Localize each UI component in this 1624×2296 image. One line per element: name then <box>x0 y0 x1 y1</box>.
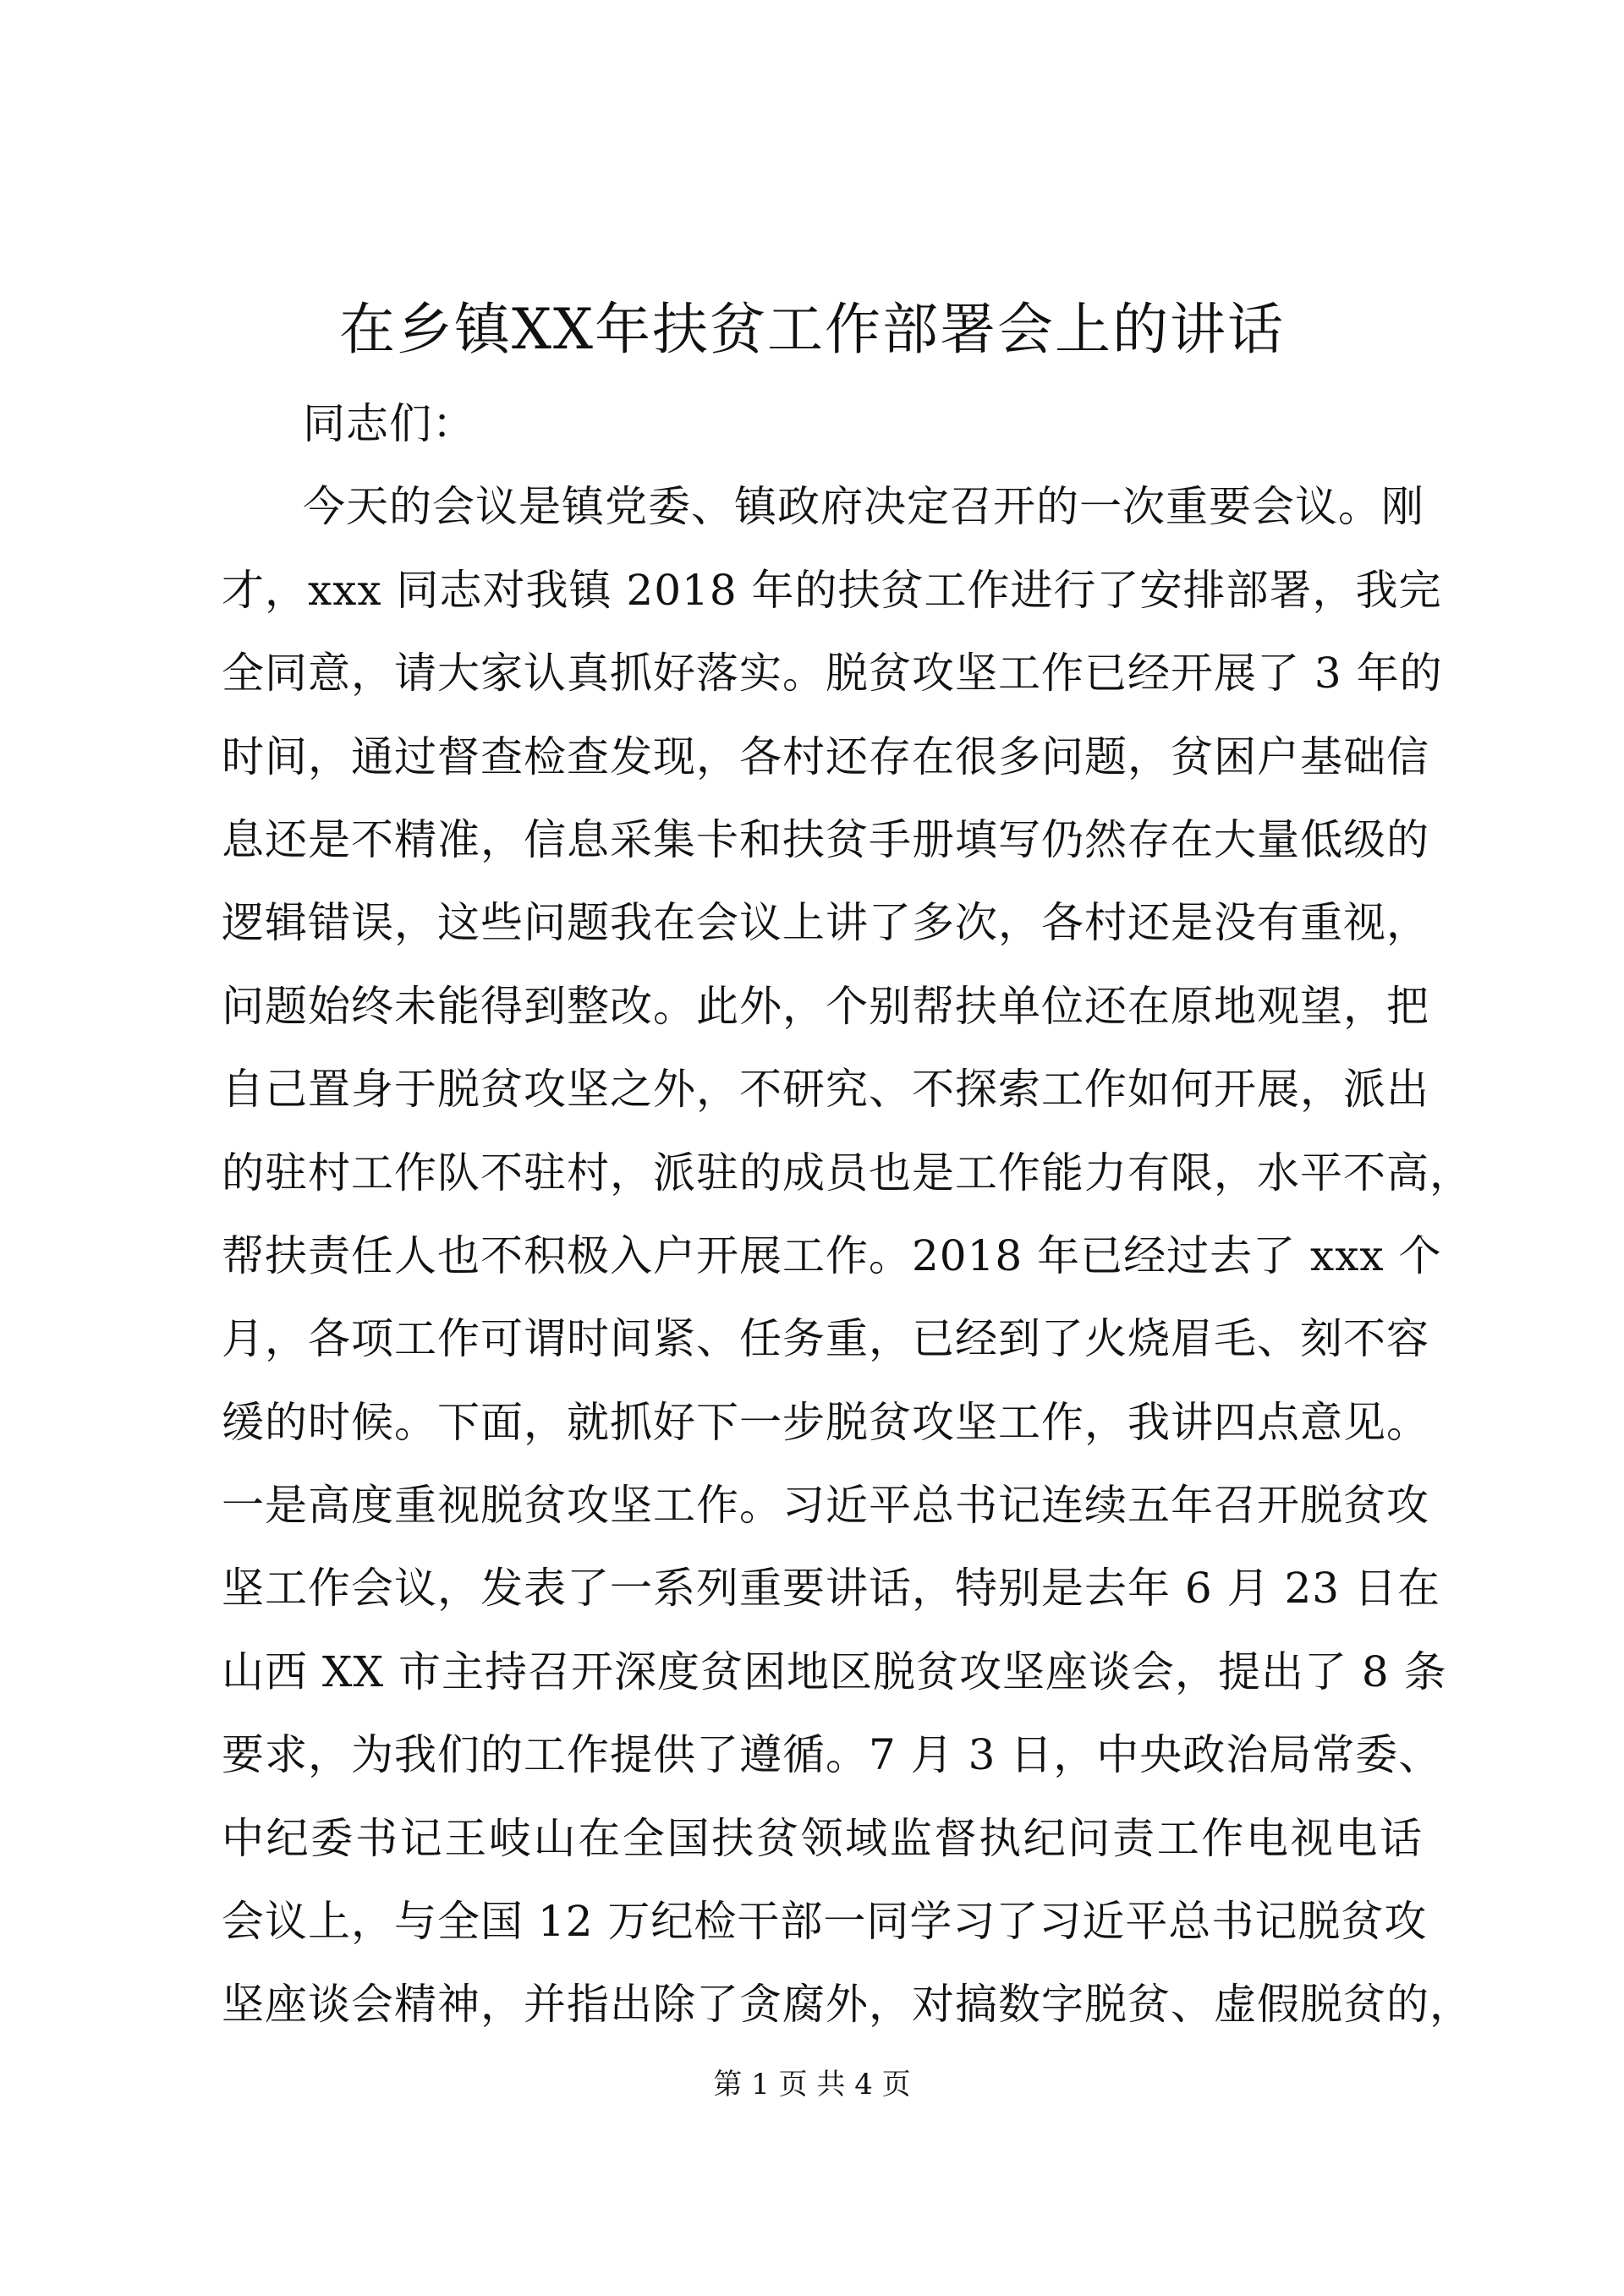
body-line: 月，各项工作可谓时间紧、任务重，已经到了火烧眉毛、刻不容 <box>222 1314 1429 1364</box>
document-body <box>222 382 1473 2047</box>
body-line: 缓的时候。下面，就抓好下一步脱贫攻坚工作，我讲四点意见。 <box>222 1397 1429 1447</box>
body-line: 的驻村工作队不驻村，派驻的成员也是工作能力有限，水平不高， <box>222 1148 1473 1197</box>
body-line: 今天的会议是镇党委、镇政府决定召开的一次重要会议。刚 <box>303 482 1424 532</box>
body-line: 才，xxx 同志对我镇 2018 年的扶贫工作进行了安排部署，我完 <box>222 565 1442 615</box>
salutation-line: 同志们： <box>303 399 475 448</box>
body-line: 全同意，请大家认真抓好落实。脱贫攻坚工作已经开展了 3 年的 <box>222 649 1443 699</box>
body-line: 一是高度重视脱贫攻坚工作。习近平总书记连续五年召开脱贫攻 <box>222 1481 1429 1531</box>
body-line: 会议上，与全国 12 万纪检干部一同学习了习近平总书记脱贫攻 <box>222 1897 1428 1947</box>
body-line: 坚座谈会精神，并指出除了贪腐外，对搞数字脱贫、虚假脱贫的， <box>222 1980 1473 2030</box>
body-line: 息还是不精准，信息采集卡和扶贫手册填写仍然存在大量低级的 <box>222 814 1429 864</box>
body-line: 坚工作会议，发表了一系列重要讲话，特别是去年 6 月 23 日在 <box>222 1564 1441 1614</box>
body-line: 山西 XX 市主持召开深度贫困地区脱贫攻坚座谈会，提出了 8 条 <box>222 1647 1447 1696</box>
body-line: 帮扶责任人也不积极入户开展工作。2018 年已经过去了 xxx 个 <box>222 1230 1442 1280</box>
body-line: 中纪委书记王岐山在全国扶贫领域监督执纪问责工作电视电话 <box>222 1813 1423 1863</box>
body-line: 自己置身于脱贫攻坚之外，不研究、不探索工作如何开展，派出 <box>222 1065 1429 1115</box>
document-title: 在乡镇XX年扶贫工作部署会上的讲话 <box>339 297 1285 362</box>
body-line: 问题始终未能得到整改。此外，个别帮扶单位还在原地观望，把 <box>222 981 1429 1031</box>
page-footer: 第 1 页 共 4 页 <box>713 2068 911 2101</box>
body-line: 要求，为我们的工作提供了遵循。7 月 3 日，中央政治局常委、 <box>222 1730 1442 1780</box>
body-line: 逻辑错误，这些问题我在会议上讲了多次，各村还是没有重视， <box>222 898 1429 948</box>
body-line: 时间，通过督查检查发现，各村还存在很多问题，贫困户基础信 <box>222 732 1429 781</box>
